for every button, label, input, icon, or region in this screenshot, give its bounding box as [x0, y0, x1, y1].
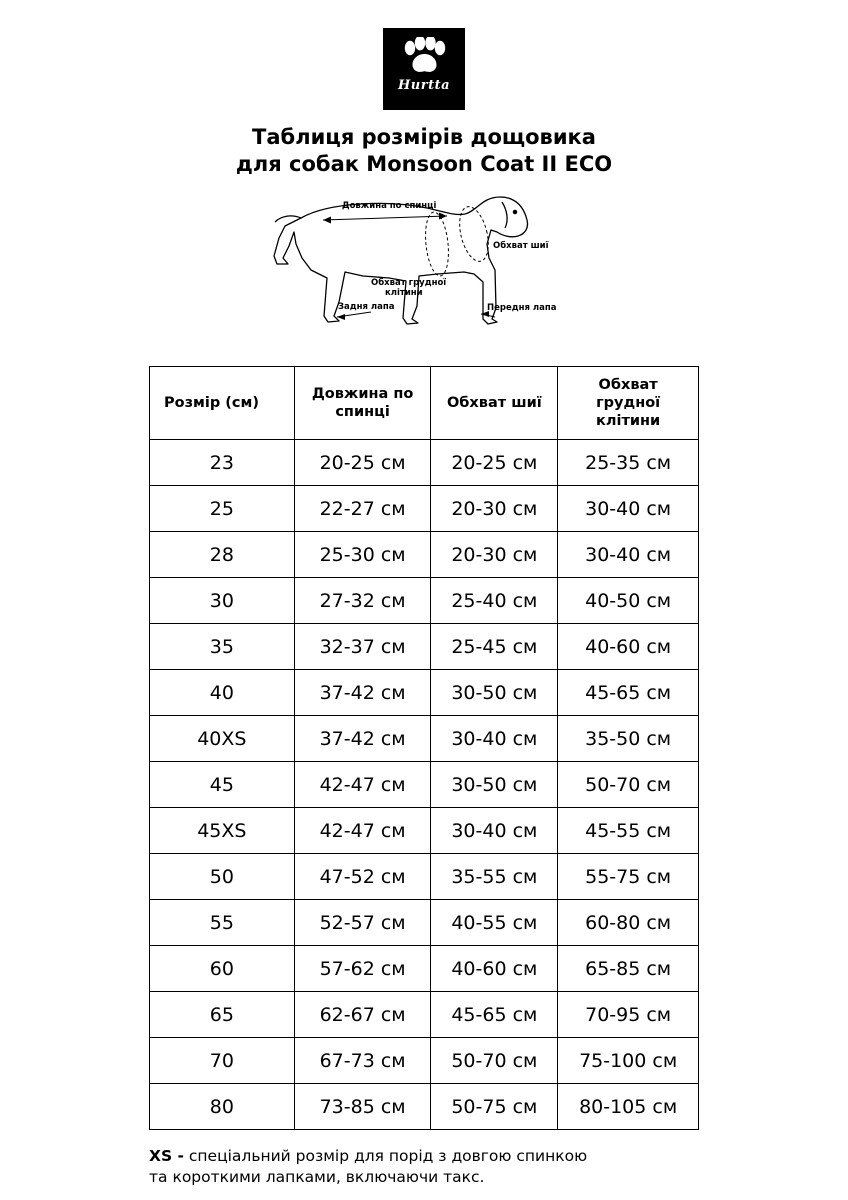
cell-size: 45: [150, 762, 295, 808]
table-row: [150, 946, 699, 992]
column-header-chest-line-2: клітини: [596, 413, 661, 429]
page-title-line-2: для собак Monsoon Coat II ECO: [235, 151, 613, 176]
cell-chest: 35-50 см: [558, 716, 699, 762]
cell-neck: 50-75 см: [431, 1084, 558, 1130]
table-row: [150, 992, 699, 1038]
cell-chest: 55-75 см: [558, 854, 699, 900]
table-row: [150, 716, 699, 762]
size-table-container: [0, 366, 848, 1130]
cell-back-length: 20-25 см: [294, 440, 431, 486]
cell-chest: 50-70 см: [558, 762, 699, 808]
cell-chest: 60-80 см: [558, 900, 699, 946]
cell-chest: 70-95 см: [558, 992, 699, 1038]
cell-size: 80: [150, 1084, 295, 1130]
cell-neck: 20-30 см: [431, 532, 558, 578]
cell-neck: 40-55 см: [431, 900, 558, 946]
cell-neck: 20-30 см: [431, 486, 558, 532]
table-row: [150, 578, 699, 624]
cell-size: 28: [150, 532, 295, 578]
cell-back-length: 62-67 см: [294, 992, 431, 1038]
label-back-length: Довжина по спинці: [342, 200, 437, 211]
cell-neck: 50-70 см: [431, 1038, 558, 1084]
cell-neck: 30-40 см: [431, 808, 558, 854]
cell-back-length: 22-27 см: [294, 486, 431, 532]
table-row: [150, 532, 699, 578]
cell-neck: 30-50 см: [431, 670, 558, 716]
cell-chest: 45-65 см: [558, 670, 699, 716]
footnote-marker: XS -: [149, 1147, 184, 1166]
cell-chest: 40-50 см: [558, 578, 699, 624]
footnote: [149, 1146, 699, 1188]
cell-size: 60: [150, 946, 295, 992]
table-row: [150, 762, 699, 808]
cell-back-length: 47-52 см: [294, 854, 431, 900]
column-header-back-length-line-2: спинці: [335, 403, 390, 420]
cell-size: 23: [150, 440, 295, 486]
cell-neck: 30-50 см: [431, 762, 558, 808]
cell-chest: 80-105 см: [558, 1084, 699, 1130]
table-header-row: [150, 366, 699, 439]
measurement-diagram: [0, 186, 848, 356]
table-body: [150, 440, 699, 1130]
cell-size: 70: [150, 1038, 295, 1084]
cell-back-length: 37-42 см: [294, 716, 431, 762]
cell-size: 30: [150, 578, 295, 624]
column-header-chest: [558, 366, 699, 439]
cell-back-length: 42-47 см: [294, 762, 431, 808]
label-front-paw: Передня лапа: [487, 302, 557, 313]
cell-size: 35: [150, 624, 295, 670]
cell-back-length: 67-73 см: [294, 1038, 431, 1084]
label-neck: Обхват шиї: [493, 240, 549, 251]
cell-neck: 30-40 см: [431, 716, 558, 762]
table-row: [150, 1038, 699, 1084]
cell-neck: 20-25 см: [431, 440, 558, 486]
footnote-text-1: спеціальний розмір для порід з довгою спинкою: [183, 1147, 588, 1166]
table-row: [150, 670, 699, 716]
table-row: [150, 900, 699, 946]
cell-neck: 25-40 см: [431, 578, 558, 624]
column-header-back-length-line-1: Довжина по: [311, 385, 414, 402]
table-header: [150, 366, 699, 439]
label-hind-paw: Задня лапа: [338, 301, 395, 312]
table-row: [150, 854, 699, 900]
cell-neck: 40-60 см: [431, 946, 558, 992]
logo-box: [383, 28, 465, 110]
cell-chest: 75-100 см: [558, 1038, 699, 1084]
cell-size: 40: [150, 670, 295, 716]
cell-back-length: 73-85 см: [294, 1084, 431, 1130]
label-chest-line-2: клітини: [385, 287, 423, 298]
cell-size: 50: [150, 854, 295, 900]
cell-chest: 30-40 см: [558, 532, 699, 578]
label-chest-line-1: Обхват грудної: [371, 277, 447, 288]
column-header-neck: Обхват шиї: [431, 366, 558, 439]
cell-size: 65: [150, 992, 295, 1038]
column-header-size: Розмір (см): [150, 366, 295, 439]
cell-chest: 25-35 см: [558, 440, 699, 486]
cell-size: 45XS: [150, 808, 295, 854]
cell-chest: 30-40 см: [558, 486, 699, 532]
cell-size: 40XS: [150, 716, 295, 762]
table-row: [150, 808, 699, 854]
footnote-line-2: та короткими лапками, включаючи такс.: [149, 1168, 485, 1187]
logo-wordmark: Hurtta: [397, 78, 451, 93]
cell-back-length: 52-57 см: [294, 900, 431, 946]
cell-back-length: 25-30 см: [294, 532, 431, 578]
table-row: [150, 486, 699, 532]
cell-back-length: 37-42 см: [294, 670, 431, 716]
cell-chest: 40-60 см: [558, 624, 699, 670]
table-row: [150, 440, 699, 486]
cell-back-length: 42-47 см: [294, 808, 431, 854]
column-header-chest-line-1: Обхват грудної: [596, 376, 661, 411]
cell-chest: 45-55 см: [558, 808, 699, 854]
page-title: [0, 124, 848, 178]
cell-chest: 65-85 см: [558, 946, 699, 992]
table-row: [150, 624, 699, 670]
cell-size: 55: [150, 900, 295, 946]
brand-logo: [0, 0, 848, 110]
cell-neck: 45-65 см: [431, 992, 558, 1038]
cell-back-length: 32-37 см: [294, 624, 431, 670]
cell-neck: 35-55 см: [431, 854, 558, 900]
dog-measurement-illustration: [259, 186, 589, 356]
table-row: [150, 1084, 699, 1130]
cell-size: 25: [150, 486, 295, 532]
footnote-line-1: [149, 1146, 699, 1167]
cell-neck: 25-45 см: [431, 624, 558, 670]
page-title-line-1: Таблиця розмірів дощовика: [252, 125, 596, 149]
paw-icon: [402, 37, 446, 75]
cell-back-length: 57-62 см: [294, 946, 431, 992]
column-header-back-length: [294, 366, 431, 439]
cell-back-length: 27-32 см: [294, 578, 431, 624]
size-table: [149, 366, 699, 1130]
